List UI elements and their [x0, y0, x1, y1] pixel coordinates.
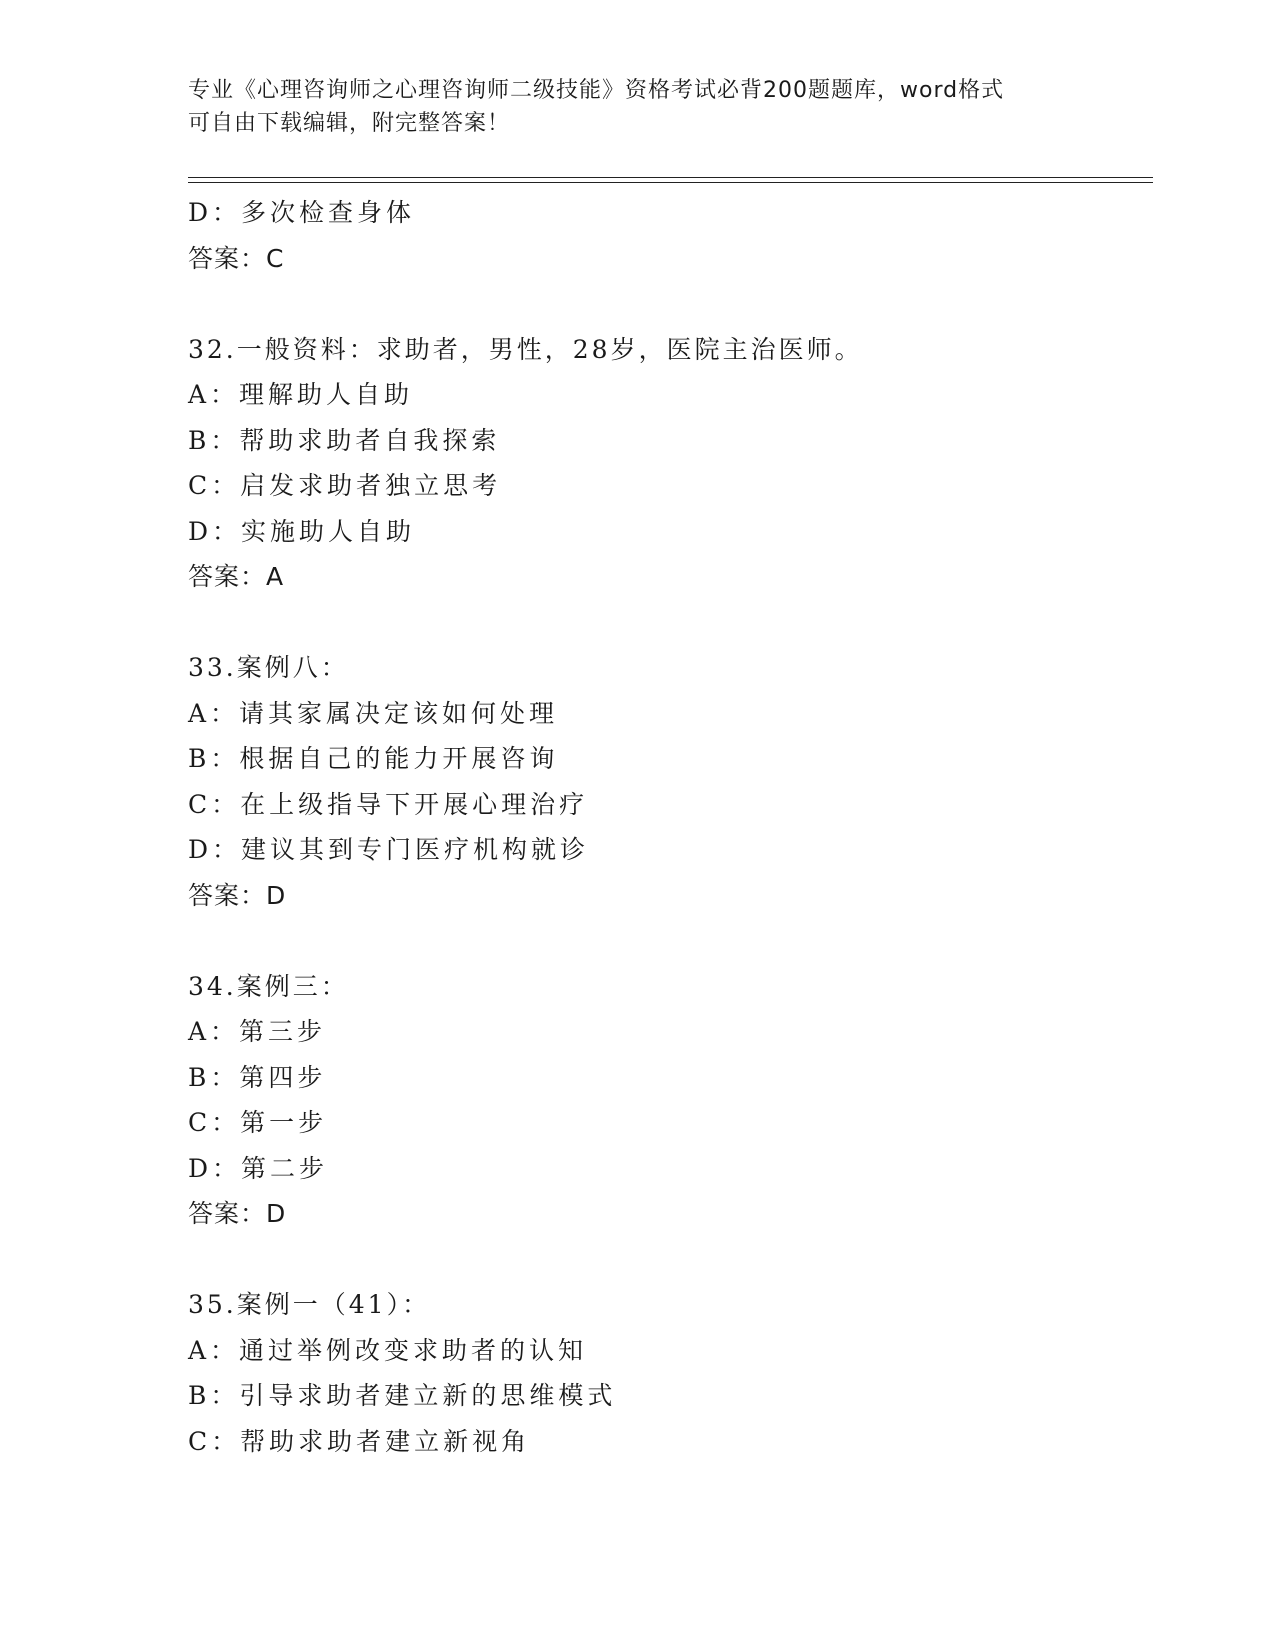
question-stem: 35.案例一（41）： [188, 1290, 431, 1319]
question-stem: 33.案例八： [188, 653, 349, 682]
spacer [188, 281, 1148, 327]
option-a: A：第三步 [188, 1017, 327, 1046]
header-rule-top [188, 177, 1153, 178]
answer-line: 答案：D [188, 880, 287, 910]
option-a: A：通过举例改变求助者的认知 [188, 1335, 588, 1365]
answer-line: 答案：A [188, 562, 285, 591]
option-b: B：根据自己的能力开展咨询 [188, 744, 559, 773]
question-list [188, 190, 1148, 1464]
option-d: D：实施助人自助 [188, 516, 416, 546]
header-rule-bottom [188, 182, 1153, 183]
option-c: C：启发求助者独立思考 [188, 471, 502, 500]
option-b: B：帮助求助者自我探索 [188, 425, 501, 455]
question-stem: 34.案例三： [188, 971, 349, 1001]
option-c: C：第一步 [188, 1108, 328, 1137]
option-d: D：建议其到专门医疗机构就诊 [188, 835, 590, 864]
spacer [188, 918, 1148, 964]
document-header [188, 74, 1068, 140]
header-line-2: 可自由下载编辑，附完整答案！ [188, 111, 511, 136]
option-a: A：请其家属决定该如何处理 [188, 698, 559, 728]
answer-line: 答案：D [188, 1199, 287, 1228]
option-b: B：第四步 [188, 1062, 327, 1092]
option-c: C：帮助求助者建立新视角 [188, 1426, 531, 1456]
option-c: C：在上级指导下开展心理治疗 [188, 789, 589, 819]
spacer [188, 600, 1148, 646]
question-stem: 32.一般资料：求助者，男性，28岁，医院主治医师。 [188, 334, 863, 364]
option-d: D：第二步 [188, 1153, 329, 1183]
header-line-1: 专业《心理咨询师之心理咨询师二级技能》资格考试必背200题题库，word格式 [188, 78, 1005, 103]
option-a: A：理解助人自助 [188, 380, 414, 409]
spacer [188, 1237, 1148, 1283]
answer-line: 答案：C [188, 243, 285, 273]
option-d: D：多次检查身体 [188, 198, 416, 227]
option-b: B：引导求助者建立新的思维模式 [188, 1381, 617, 1410]
